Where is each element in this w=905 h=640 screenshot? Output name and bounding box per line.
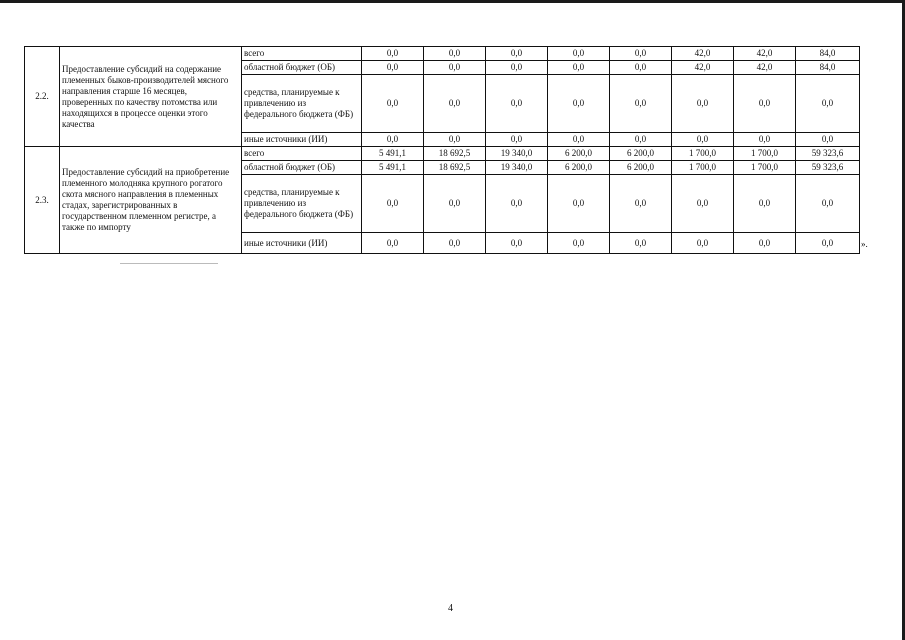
funding-value: 0,0 xyxy=(672,75,734,133)
funding-value: 5 491,1 xyxy=(362,161,424,175)
funding-value: 0,0 xyxy=(486,175,548,233)
table-row xyxy=(25,47,860,61)
funding-value: 0,0 xyxy=(734,75,796,133)
funding-source-label: областной бюджет (ОБ) xyxy=(242,61,362,75)
page-number: 4 xyxy=(448,603,453,614)
funding-source-label: областной бюджет (ОБ) xyxy=(242,161,362,175)
funding-source-label: иные источники (ИИ) xyxy=(242,233,362,254)
funding-value: 0,0 xyxy=(486,233,548,254)
funding-value: 0,0 xyxy=(610,75,672,133)
funding-value: 0,0 xyxy=(424,61,486,75)
funding-value: 0,0 xyxy=(362,61,424,75)
funding-value: 5 491,1 xyxy=(362,147,424,161)
funding-value: 19 340,0 xyxy=(486,147,548,161)
funding-value: 0,0 xyxy=(796,75,860,133)
funding-value: 0,0 xyxy=(548,61,610,75)
funding-value: 1 700,0 xyxy=(734,161,796,175)
funding-value: 0,0 xyxy=(548,47,610,61)
scan-border-top xyxy=(0,0,905,3)
table-row xyxy=(25,147,860,161)
funding-value: 0,0 xyxy=(548,75,610,133)
funding-value: 6 200,0 xyxy=(548,161,610,175)
funding-value: 18 692,5 xyxy=(424,161,486,175)
funding-source-label: иные источники (ИИ) xyxy=(242,133,362,147)
funding-value: 0,0 xyxy=(796,175,860,233)
funding-value: 0,0 xyxy=(610,61,672,75)
item-description: Предоставление субсидий на приобретение племенного молодняка крупного рогатого скота мясного направления в племенных стадах, зарегистрированных в государственном племенном регистре, а также по импорту xyxy=(60,147,242,254)
funding-value: 0,0 xyxy=(672,233,734,254)
funding-value: 84,0 xyxy=(796,61,860,75)
item-number: 2.2. xyxy=(25,47,60,147)
funding-value: 19 340,0 xyxy=(486,161,548,175)
funding-value: 0,0 xyxy=(486,61,548,75)
funding-value: 0,0 xyxy=(486,133,548,147)
scan-artifact-line xyxy=(120,263,218,264)
funding-value: 0,0 xyxy=(796,133,860,147)
funding-value: 0,0 xyxy=(548,233,610,254)
funding-value: 0,0 xyxy=(734,233,796,254)
funding-value: 0,0 xyxy=(362,175,424,233)
funding-value: 0,0 xyxy=(486,75,548,133)
funding-value: 42,0 xyxy=(672,61,734,75)
funding-value: 0,0 xyxy=(424,47,486,61)
funding-value: 6 200,0 xyxy=(610,147,672,161)
table-body xyxy=(25,47,860,254)
funding-value: 42,0 xyxy=(734,47,796,61)
item-description: Предоставление субсидий на содержание племенных быков-производителей мясного направления старше 16 месяцев, проверенных по качеству потомства или находящихся в процессе оценки этого качества xyxy=(60,47,242,147)
funding-value: 6 200,0 xyxy=(610,161,672,175)
funding-value: 0,0 xyxy=(734,133,796,147)
funding-value: 84,0 xyxy=(796,47,860,61)
funding-value: 59 323,6 xyxy=(796,161,860,175)
funding-value: 0,0 xyxy=(796,233,860,254)
funding-value: 1 700,0 xyxy=(672,147,734,161)
funding-value: 0,0 xyxy=(672,175,734,233)
funding-value: 0,0 xyxy=(610,133,672,147)
funding-value: 0,0 xyxy=(734,175,796,233)
funding-table xyxy=(24,46,860,254)
funding-value: 0,0 xyxy=(610,47,672,61)
funding-value: 0,0 xyxy=(424,75,486,133)
closing-quote: ». xyxy=(861,239,868,249)
funding-value: 0,0 xyxy=(362,47,424,61)
funding-value: 0,0 xyxy=(424,233,486,254)
funding-value: 0,0 xyxy=(424,133,486,147)
funding-value: 59 323,6 xyxy=(796,147,860,161)
item-number: 2.3. xyxy=(25,147,60,254)
funding-source-label: всего xyxy=(242,147,362,161)
funding-value: 6 200,0 xyxy=(548,147,610,161)
funding-value: 1 700,0 xyxy=(672,161,734,175)
funding-source-label: средства, планируемые к привлечению из федерального бюджета (ФБ) xyxy=(242,175,362,233)
funding-value: 42,0 xyxy=(672,47,734,61)
funding-value: 1 700,0 xyxy=(734,147,796,161)
funding-value: 0,0 xyxy=(610,175,672,233)
funding-value: 0,0 xyxy=(548,133,610,147)
funding-value: 0,0 xyxy=(672,133,734,147)
funding-value: 0,0 xyxy=(362,233,424,254)
funding-value: 0,0 xyxy=(548,175,610,233)
funding-value: 0,0 xyxy=(362,133,424,147)
funding-value: 0,0 xyxy=(610,233,672,254)
funding-value: 0,0 xyxy=(486,47,548,61)
funding-value: 42,0 xyxy=(734,61,796,75)
funding-value: 0,0 xyxy=(424,175,486,233)
funding-value: 18 692,5 xyxy=(424,147,486,161)
funding-source-label: средства, планируемые к привлечению из федерального бюджета (ФБ) xyxy=(242,75,362,133)
funding-value: 0,0 xyxy=(362,75,424,133)
funding-source-label: всего xyxy=(242,47,362,61)
